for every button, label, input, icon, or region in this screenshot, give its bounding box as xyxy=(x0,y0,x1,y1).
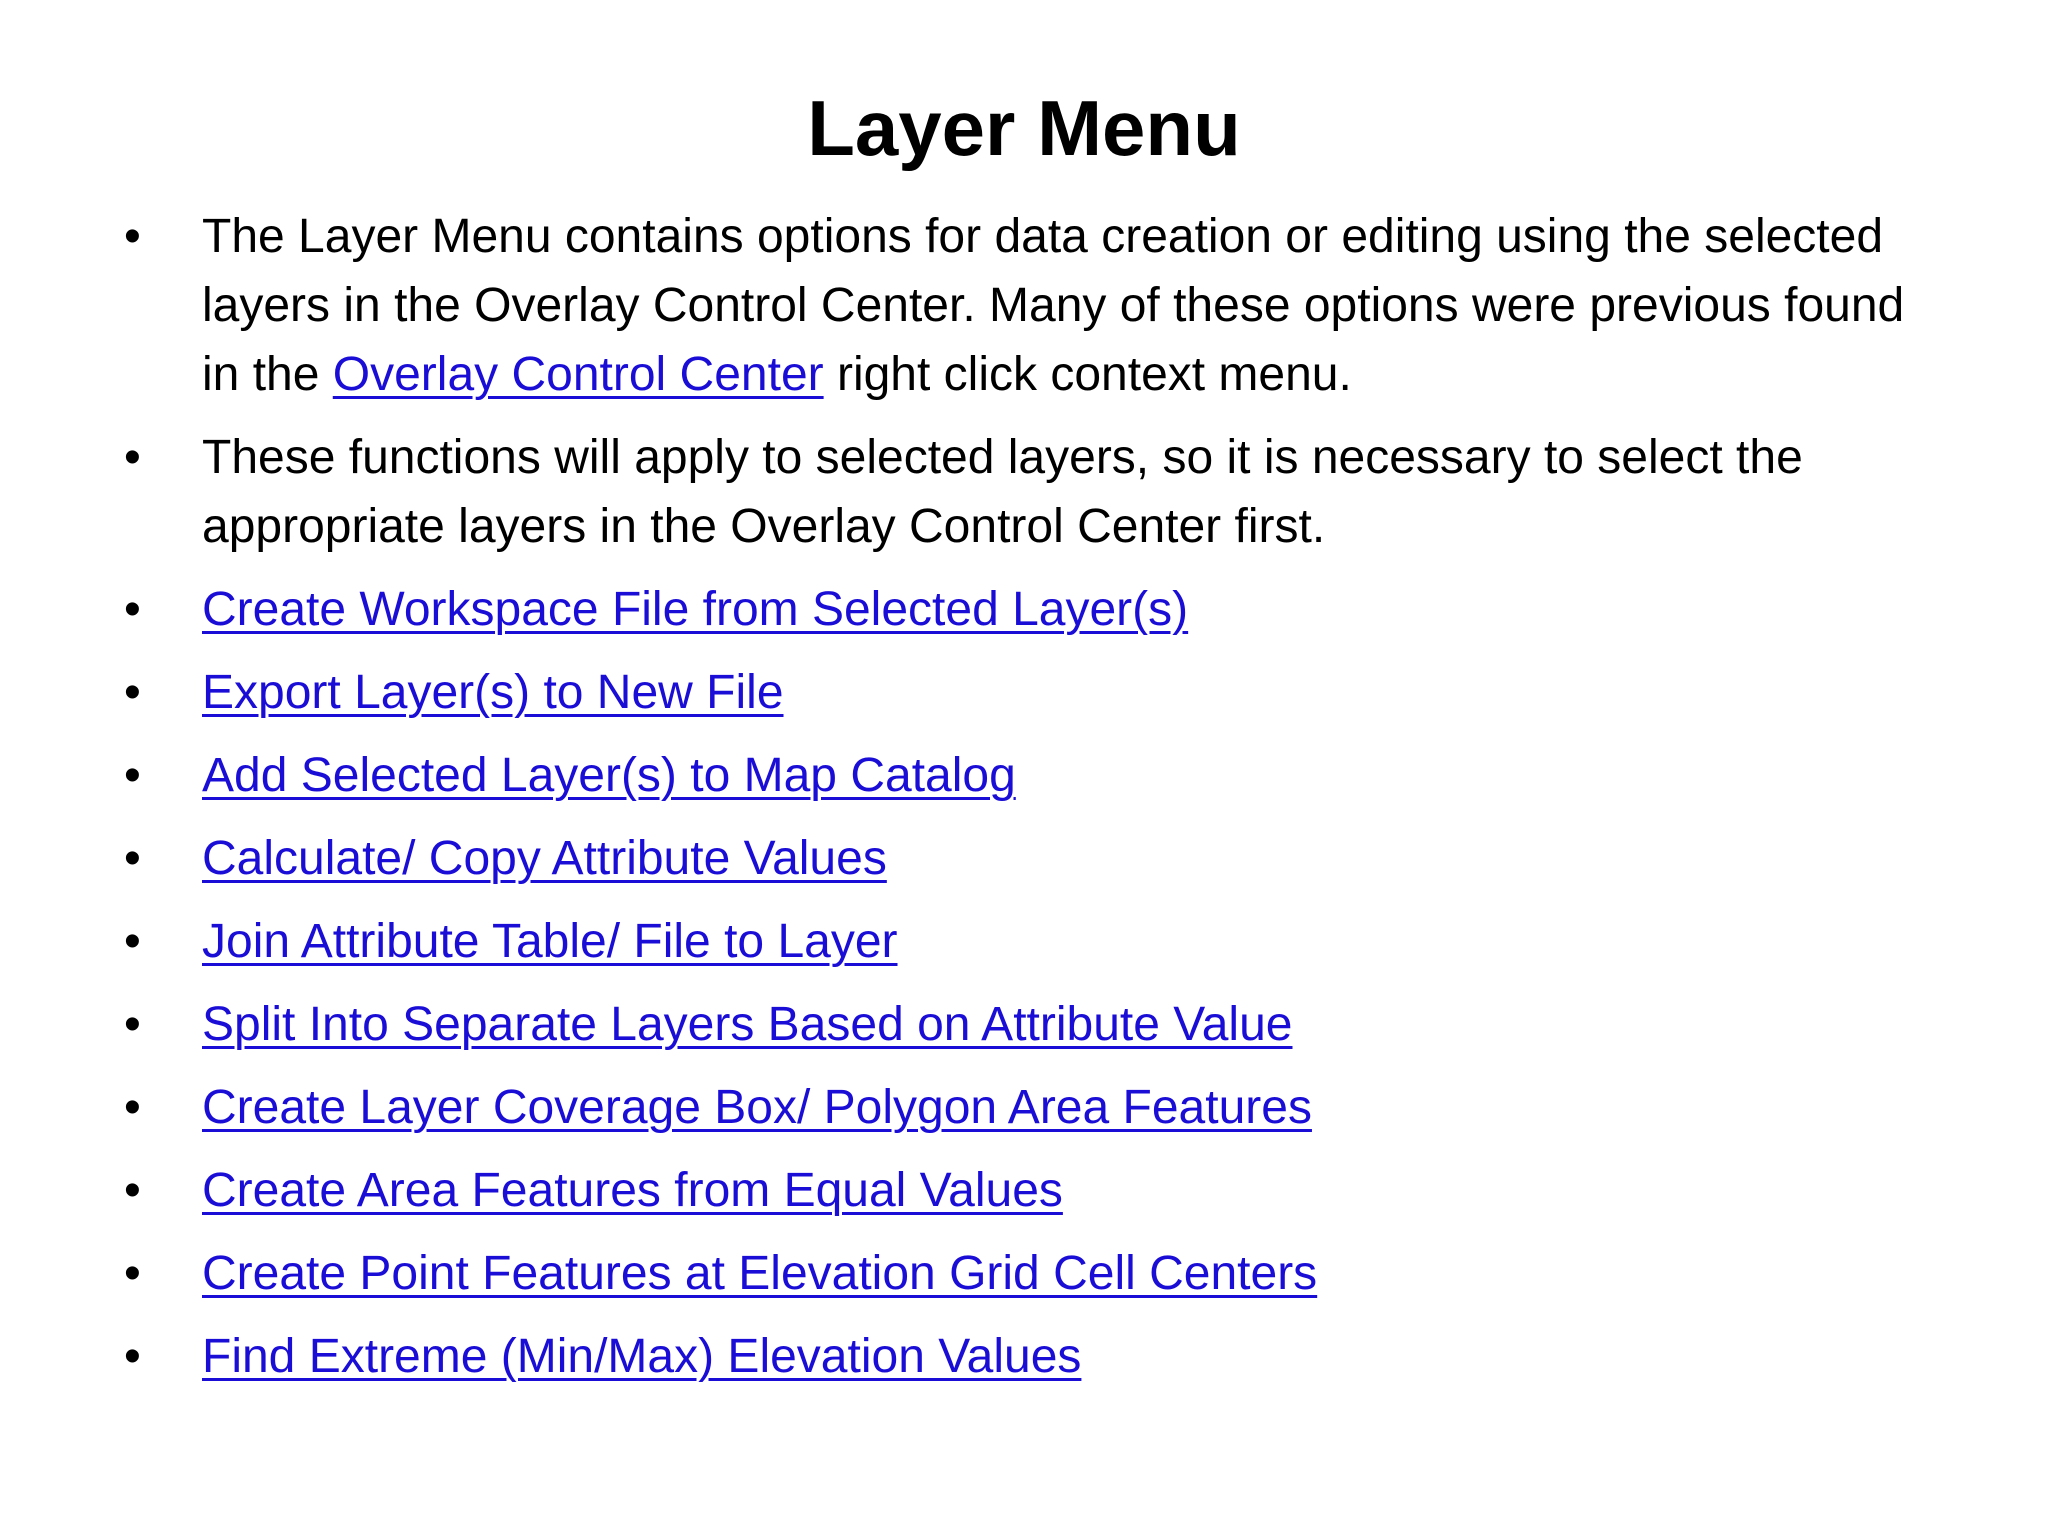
list-item xyxy=(120,907,1940,976)
intro-paragraph-1 xyxy=(202,202,1940,409)
bullet-icon: • xyxy=(124,666,141,719)
bullet-icon: • xyxy=(124,583,141,636)
bullet-icon: • xyxy=(124,1081,141,1134)
bullet-icon: • xyxy=(124,1247,141,1300)
link-create-point-features[interactable]: Create Point Features at Elevation Grid Cell Centers xyxy=(202,1247,1318,1300)
slide-title: Layer Menu xyxy=(807,84,1241,172)
list-item xyxy=(120,575,1940,644)
list-item xyxy=(120,1073,1940,1142)
bullet-icon: • xyxy=(124,749,141,802)
list-item xyxy=(120,1322,1940,1391)
bullet-icon: • xyxy=(124,1164,141,1217)
intro-text-before-link: The Layer Menu contains options for data creation or editing using the selected layers in the Overlay Control Center. Many of these options were previous found in the xyxy=(202,210,1905,401)
overlay-control-center-link[interactable]: Overlay Control Center xyxy=(332,348,824,401)
list-item xyxy=(120,1239,1940,1308)
link-calculate-copy-attributes[interactable]: Calculate/ Copy Attribute Values xyxy=(202,832,887,885)
link-add-to-map-catalog[interactable]: Add Selected Layer(s) to Map Catalog xyxy=(202,749,1016,802)
link-split-into-layers[interactable]: Split Into Separate Layers Based on Attribute Value xyxy=(202,998,1293,1051)
list-item xyxy=(120,741,1940,810)
link-find-extreme-elevation[interactable]: Find Extreme (Min/Max) Elevation Values xyxy=(202,1330,1082,1383)
list-item xyxy=(120,824,1940,893)
list-item xyxy=(120,1156,1940,1225)
link-export-layers[interactable]: Export Layer(s) to New File xyxy=(202,666,784,719)
link-create-area-features[interactable]: Create Area Features from Equal Values xyxy=(202,1164,1063,1217)
list-item xyxy=(120,202,1940,409)
link-create-workspace-file[interactable]: Create Workspace File from Selected Layer(s) xyxy=(202,583,1189,636)
intro-paragraph-2: These functions will apply to selected layers, so it is necessary to select the appropriate layers in the Overlay Control Center first. xyxy=(202,431,1803,553)
bullet-icon: • xyxy=(124,431,141,484)
intro-text-after-link: right click context menu. xyxy=(823,348,1352,401)
list-item xyxy=(120,658,1940,727)
bullet-icon: • xyxy=(124,915,141,968)
bullet-icon: • xyxy=(124,1330,141,1383)
list-item xyxy=(120,423,1940,561)
bullet-icon: • xyxy=(124,832,141,885)
bullet-icon: • xyxy=(124,210,141,263)
bullet-list xyxy=(120,202,1940,1405)
link-create-coverage-box[interactable]: Create Layer Coverage Box/ Polygon Area Features xyxy=(202,1081,1312,1134)
bullet-icon: • xyxy=(124,998,141,1051)
list-item xyxy=(120,990,1940,1059)
link-join-attribute-table[interactable]: Join Attribute Table/ File to Layer xyxy=(202,915,898,968)
